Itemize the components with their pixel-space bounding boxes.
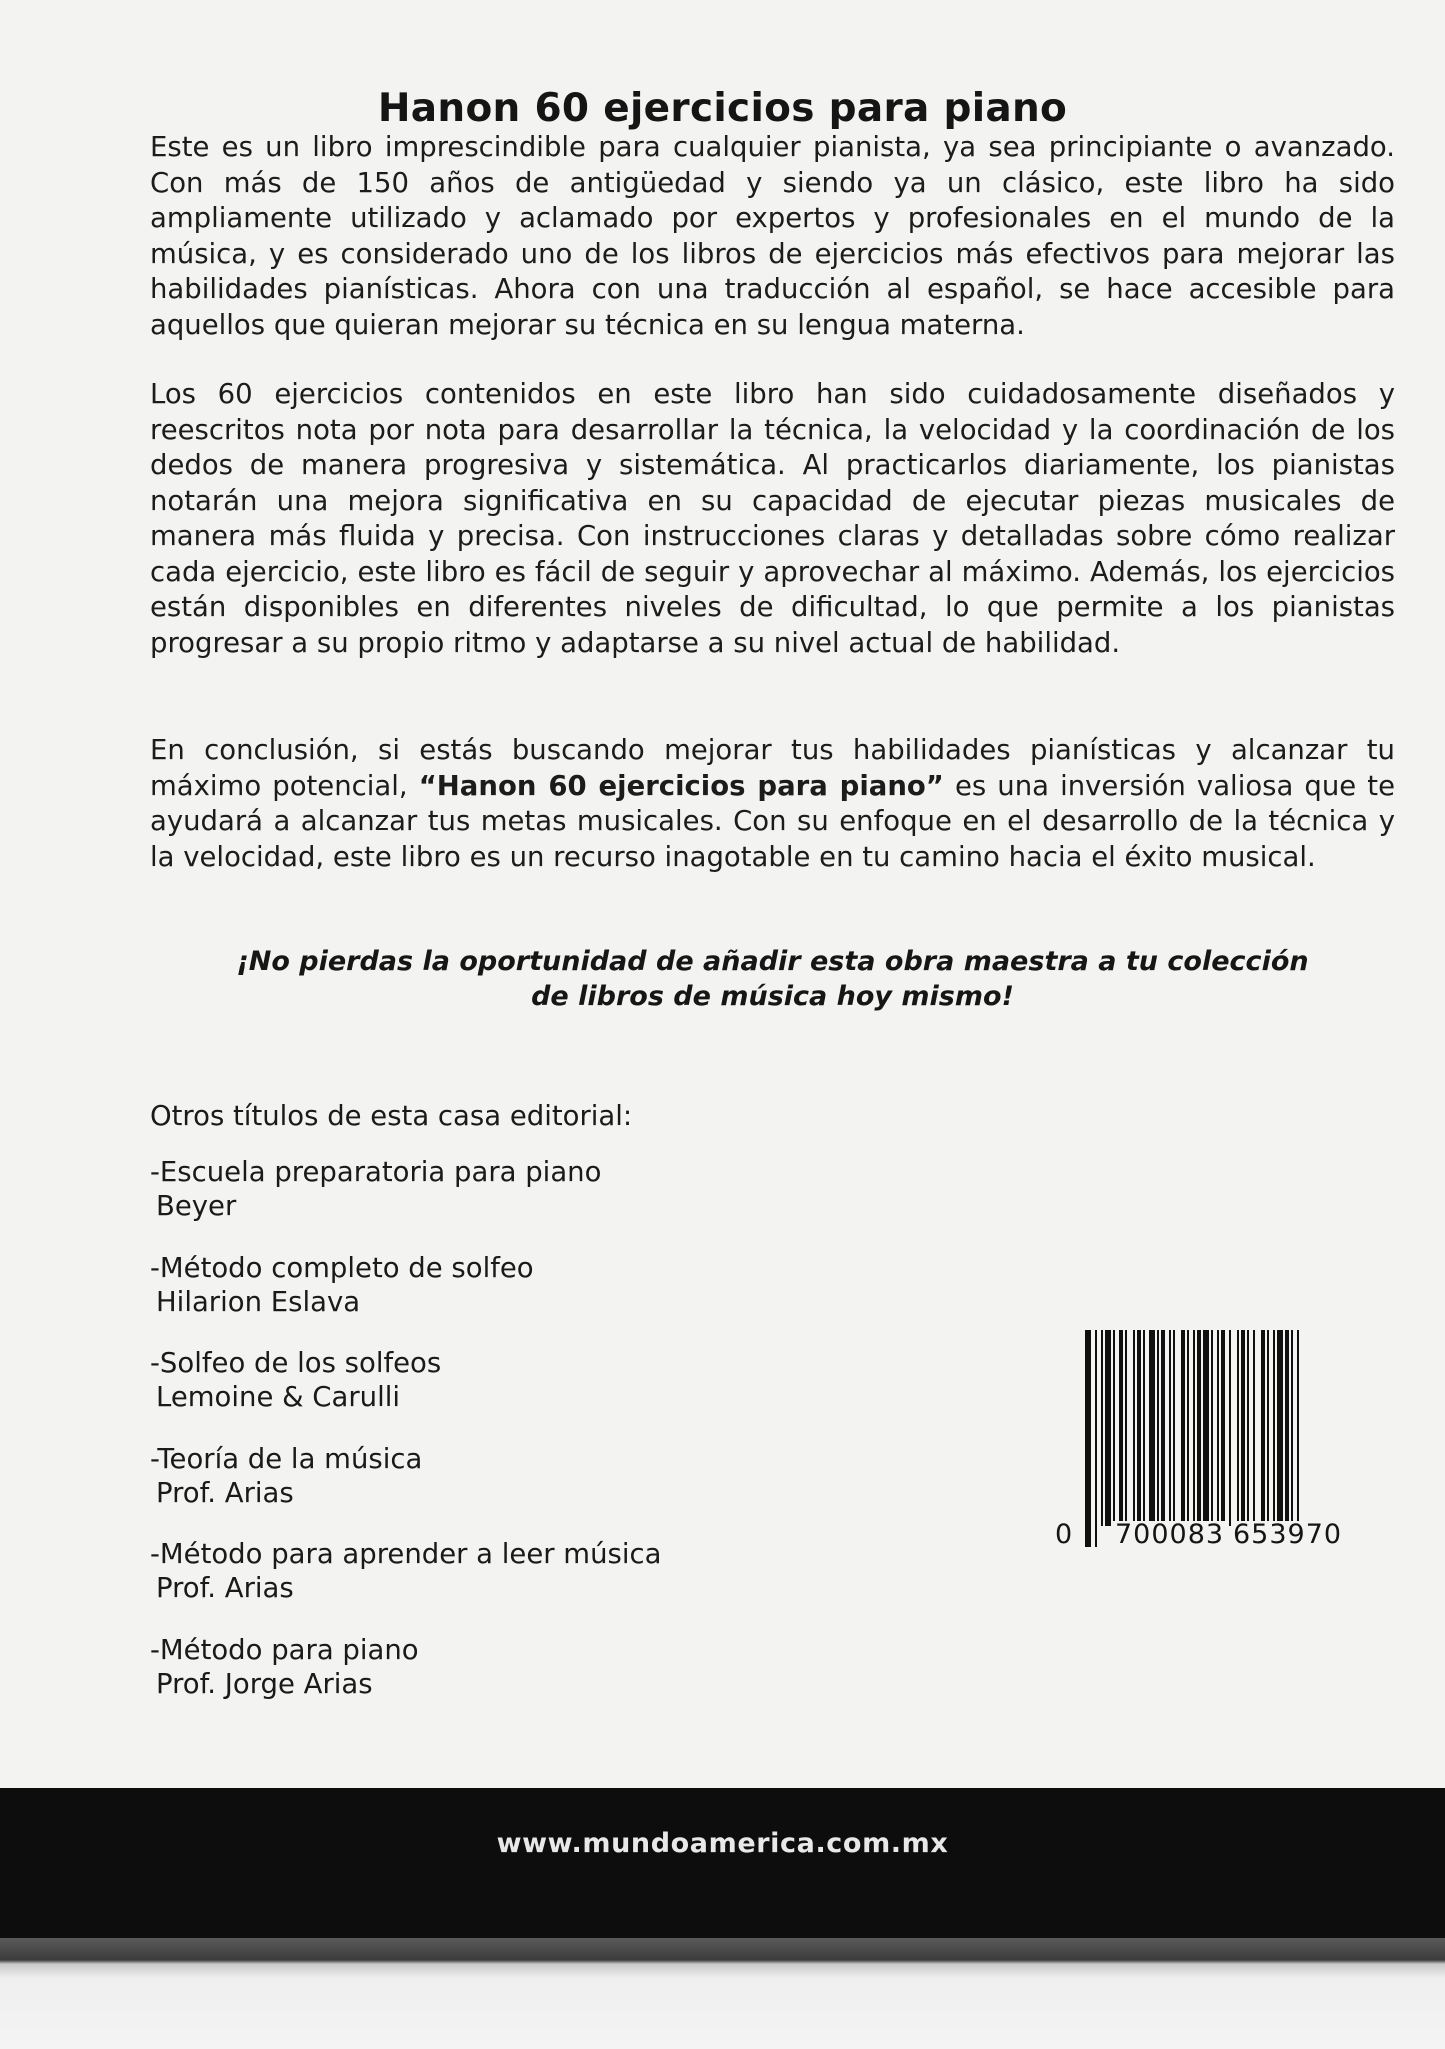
barcode-bar <box>1181 1330 1185 1526</box>
barcode-bar <box>1237 1330 1239 1526</box>
barcode-bar <box>1133 1330 1135 1526</box>
conclusion-book-title: “Hanon 60 ejercicios para piano” <box>418 769 944 802</box>
barcode-bar <box>1261 1330 1265 1526</box>
barcode-bar <box>1285 1330 1289 1526</box>
barcode-bar <box>1197 1330 1201 1547</box>
barcode-bar <box>1267 1330 1269 1526</box>
list-item-title: -Método para aprender a leer música <box>150 1538 662 1570</box>
description-paragraph-1: Este es un libro imprescindible para cualquier pianista, ya sea principiante o avanzado. Con más de 150 años de antigüedad y siendo ya un clásico, este libro ha sido ampliamente utilizado y aclamado por expertos y profesionales en el mundo de la música, y es considerado uno de los libros de ejercicios más efectivos para mejorar las habilidades pianísticas. Ahora con una traducción al español, se hace accesible para aquellos que quieran mejorar su técnica en su lengua materna. <box>150 131 1395 341</box>
barcode-bar <box>1119 1330 1123 1526</box>
list-item-author: Prof. Arias <box>156 1572 294 1604</box>
barcode-bar <box>1187 1330 1189 1526</box>
barcode-bar <box>1217 1330 1219 1526</box>
conclusion-text-start: En conclusión, si estás buscando mejorar tus habilidades pianísticas y alcanzar tu máximo potencial, <box>150 734 1395 802</box>
barcode-right-digits: 653970 <box>1233 1519 1343 1550</box>
barcode-bar <box>1291 1330 1293 1526</box>
list-item-title: -Teoría de la música <box>150 1442 423 1475</box>
list-item <box>150 1155 661 1251</box>
list-item-title: -Solfeo de los solfeos <box>150 1347 442 1379</box>
list-item <box>150 1633 661 1729</box>
barcode-bar <box>1173 1330 1175 1526</box>
list-item-title: -Método para piano <box>150 1633 419 1666</box>
barcode-bar <box>1169 1330 1171 1526</box>
barcode-bar <box>1157 1330 1159 1526</box>
publisher-website: www.mundoamerica.com.mx <box>496 1828 949 1859</box>
list-item-title: -Método completo de solfeo <box>150 1251 534 1284</box>
conclusion-text-end: es una inversión valiosa que te ayudará a alcanzar tus metas musicales. Con su enfoque en el desarrollo de la técnica y la velocidad, este libro es un recurso inagotable en tu camino hacia el éxito musical. <box>150 769 1395 873</box>
book-title: Hanon 60 ejercicios para piano <box>377 86 1068 131</box>
call-to-action-line-2: de libros de música hoy mismo! <box>531 981 1014 1012</box>
barcode <box>1047 1325 1357 1555</box>
call-to-action <box>150 944 1395 1014</box>
barcode-bar <box>1211 1330 1213 1526</box>
list-item <box>150 1537 661 1633</box>
barcode-bar <box>1241 1330 1245 1526</box>
list-item-author: Beyer <box>156 1190 237 1222</box>
barcode-bar <box>1113 1330 1115 1526</box>
list-item-title: -Escuela preparatoria para piano <box>150 1156 602 1188</box>
scan-edge-shadow <box>0 1938 1445 2049</box>
barcode-first-digit: 0 <box>1055 1519 1073 1550</box>
list-item-author: Prof. Jorge Arias <box>156 1667 373 1700</box>
description-paragraph-3 <box>150 733 1395 875</box>
barcode-bar <box>1297 1330 1299 1547</box>
barcode-bar <box>1137 1330 1141 1526</box>
barcode-bar <box>1193 1330 1195 1547</box>
list-item-author: Prof. Arias <box>156 1476 294 1509</box>
other-titles-heading: Otros títulos de esta casa editorial: <box>150 1100 633 1132</box>
barcode-bar <box>1095 1330 1097 1547</box>
barcode-bar <box>1277 1330 1283 1526</box>
barcode-bar <box>1253 1330 1255 1526</box>
footer-band <box>0 1788 1445 1938</box>
call-to-action-line-1: ¡No pierdas la oportunidad de añadir esta obra maestra a tu colección <box>236 946 1309 977</box>
other-titles-list <box>150 1155 661 1728</box>
list-item <box>150 1346 661 1442</box>
barcode-bar <box>1101 1330 1103 1526</box>
barcode-left-digits: 700083 <box>1115 1519 1225 1550</box>
barcode-bar <box>1229 1330 1231 1526</box>
barcode-bar <box>1105 1330 1111 1526</box>
list-item-author: Lemoine & Carulli <box>156 1381 400 1413</box>
barcode-bar <box>1273 1330 1275 1526</box>
barcode-bar <box>1203 1330 1209 1526</box>
description-paragraph-2: Los 60 ejercicios contenidos en este libro han sido cuidadosamente diseñados y reescritos nota por nota para desarrollar la técnica, la velocidad y la coordinación de los dedos de manera progresiva y sistemática. Al practicarlos diariamente, los pianistas notarán una mejora significativa en su capacidad de ejecutar piezas musicales de manera más fluida y precisa. Con instrucciones claras y detalladas sobre cómo realizar cada ejercicio, este libro es fácil de seguir y aprovechar al máximo. Además, los ejercicios están disponibles en diferentes niveles de dificultad, lo que permite a los pianistas progresar a su propio ritmo y adaptarse a su nivel actual de habilidad. <box>150 378 1395 659</box>
list-item <box>150 1251 661 1347</box>
barcode-bar <box>1143 1330 1145 1526</box>
barcode-bar <box>1149 1330 1155 1526</box>
list-item <box>150 1442 661 1538</box>
barcode-bar <box>1125 1330 1127 1526</box>
barcode-bar <box>1085 1330 1091 1547</box>
barcode-bar <box>1247 1330 1249 1526</box>
barcode-bar <box>1221 1330 1225 1526</box>
list-item-author: Hilarion Eslava <box>156 1285 361 1318</box>
barcode-bar <box>1161 1330 1165 1526</box>
